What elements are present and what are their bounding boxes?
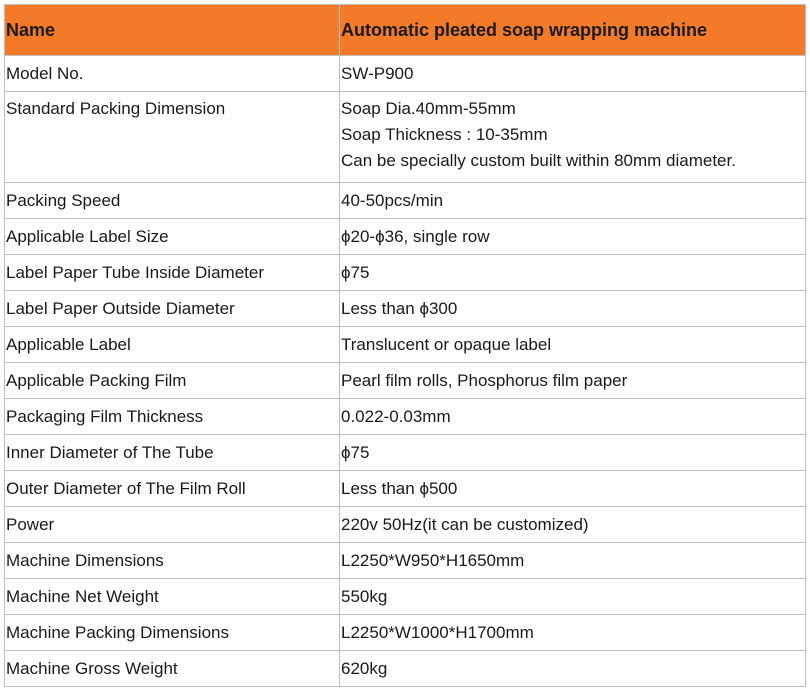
row-value: L2250*W1000*H1700mm: [340, 615, 806, 651]
table-row: [5, 615, 806, 651]
table-row: [5, 255, 806, 291]
header-name-cell: Name: [5, 5, 340, 56]
table-row: [5, 327, 806, 363]
table-row: [5, 291, 806, 327]
spec-table: [4, 4, 806, 687]
table-header-row: [5, 5, 806, 56]
row-value: Pearl film rolls, Phosphorus film paper: [340, 363, 806, 399]
row-label: Standard Packing Dimension: [5, 92, 340, 183]
table-row: [5, 435, 806, 471]
row-label: Inner Diameter of The Tube: [5, 435, 340, 471]
row-value: ϕ20-ϕ36, single row: [340, 219, 806, 255]
row-label: Machine Dimensions: [5, 543, 340, 579]
row-value-line: Can be specially custom built within 80mm diameter.: [341, 151, 736, 170]
table-row: [5, 219, 806, 255]
row-value: L2250*W950*H1650mm: [340, 543, 806, 579]
row-value: SW-P900: [340, 56, 806, 92]
row-label: Outer Diameter of The Film Roll: [5, 471, 340, 507]
row-value: 0.022-0.03mm: [340, 399, 806, 435]
row-value: Less than ϕ500: [340, 471, 806, 507]
row-label: Machine Packing Dimensions: [5, 615, 340, 651]
row-label: Model No.: [5, 56, 340, 92]
header-product-cell: Automatic pleated soap wrapping machine: [340, 5, 806, 56]
table-row: [5, 56, 806, 92]
row-label: Packing Speed: [5, 183, 340, 219]
row-label: Label Paper Tube Inside Diameter: [5, 255, 340, 291]
row-value-line: Soap Dia.40mm-55mm: [341, 99, 516, 118]
table-row: [5, 579, 806, 615]
row-label: Machine Net Weight: [5, 579, 340, 615]
row-label: Packaging Film Thickness: [5, 399, 340, 435]
table-row: [5, 363, 806, 399]
row-label: Label Paper Outside Diameter: [5, 291, 340, 327]
row-value: Less than ϕ300: [340, 291, 806, 327]
row-value-line: Soap Thickness : 10-35mm: [341, 125, 548, 144]
row-label: Applicable Label: [5, 327, 340, 363]
row-value: ϕ75: [340, 255, 806, 291]
row-value: 220v 50Hz(it can be customized): [340, 507, 806, 543]
table-row: [5, 507, 806, 543]
table-row: [5, 651, 806, 687]
table-row: [5, 399, 806, 435]
row-value: ϕ75: [340, 435, 806, 471]
row-value: 620kg: [340, 651, 806, 687]
table-row: [5, 183, 806, 219]
row-value: 550kg: [340, 579, 806, 615]
table-row: [5, 471, 806, 507]
row-label: Power: [5, 507, 340, 543]
row-value: Translucent or opaque label: [340, 327, 806, 363]
row-value: 40-50pcs/min: [340, 183, 806, 219]
row-label: Machine Gross Weight: [5, 651, 340, 687]
row-label: Applicable Packing Film: [5, 363, 340, 399]
table-row: [5, 92, 806, 183]
row-label: Applicable Label Size: [5, 219, 340, 255]
row-value-multiline: [340, 92, 806, 183]
table-row: [5, 543, 806, 579]
